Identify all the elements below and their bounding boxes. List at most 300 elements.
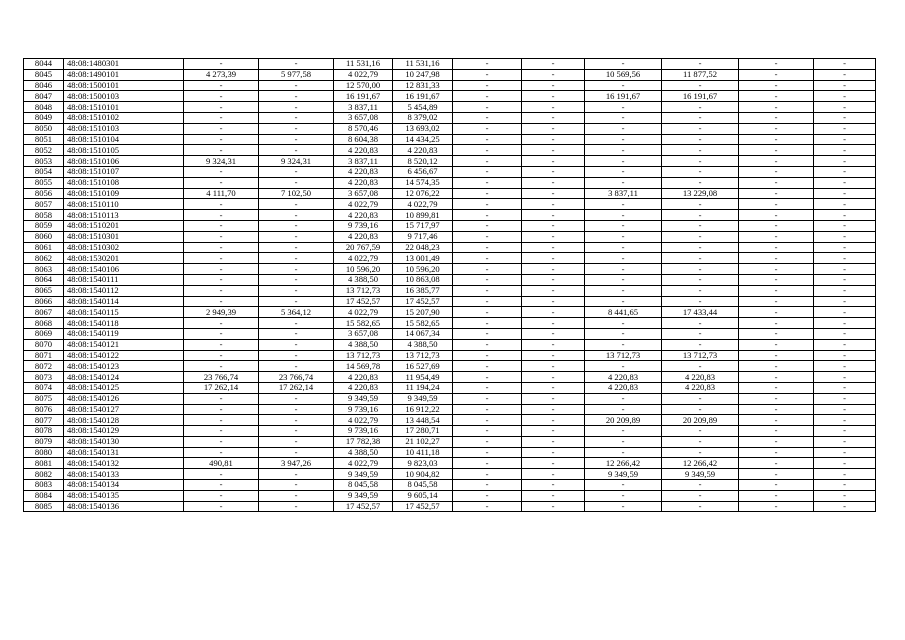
value-col-4-cell: 17 262,14 <box>259 382 334 393</box>
value-col-5-cell: 4 022,79 <box>334 415 393 426</box>
value-col-10-cell: - <box>662 80 739 91</box>
cadastral-number-cell: 48:08:1540123 <box>64 361 184 372</box>
value-col-8-cell: - <box>522 404 585 415</box>
value-col-4-cell: - <box>259 480 334 491</box>
value-col-6-cell: 11 194,24 <box>393 382 453 393</box>
cadastral-number-cell: 48:08:1510102 <box>64 112 184 123</box>
value-col-3-cell: - <box>184 112 259 123</box>
value-col-3-cell: - <box>184 264 259 275</box>
value-col-6-cell: 17 452,57 <box>393 501 453 512</box>
table-row <box>24 134 876 145</box>
value-col-5-cell: 4 022,79 <box>334 307 393 318</box>
value-col-8-cell: - <box>522 318 585 329</box>
value-col-4-cell: - <box>259 166 334 177</box>
value-col-4-cell: - <box>259 123 334 134</box>
value-col-9-cell: - <box>585 480 662 491</box>
row-number-cell: 8074 <box>24 382 64 393</box>
value-col-6-cell: 15 582,65 <box>393 318 453 329</box>
value-col-5-cell: 4 022,79 <box>334 253 393 264</box>
value-col-5-cell: 14 569,78 <box>334 361 393 372</box>
value-col-10-cell: 20 209,89 <box>662 415 739 426</box>
value-col-12-cell: - <box>814 242 876 253</box>
table-row <box>24 123 876 134</box>
value-col-11-cell: - <box>739 372 814 383</box>
value-col-12-cell: - <box>814 59 876 70</box>
value-col-11-cell: - <box>739 123 814 134</box>
value-col-3-cell: - <box>184 393 259 404</box>
cadastral-number-cell: 48:08:1510106 <box>64 156 184 167</box>
value-col-5-cell: 8 045,58 <box>334 480 393 491</box>
value-col-4-cell: - <box>259 264 334 275</box>
cadastral-number-cell: 48:08:1510105 <box>64 145 184 156</box>
value-col-10-cell: - <box>662 123 739 134</box>
value-col-9-cell: - <box>585 59 662 70</box>
row-number-cell: 8063 <box>24 264 64 275</box>
value-col-5-cell: 9 349,59 <box>334 469 393 480</box>
value-col-4-cell: - <box>259 199 334 210</box>
value-col-7-cell: - <box>453 69 522 80</box>
table-row <box>24 231 876 242</box>
table-row <box>24 264 876 275</box>
value-col-12-cell: - <box>814 426 876 437</box>
value-col-11-cell: - <box>739 166 814 177</box>
cadastral-number-cell: 48:08:1480301 <box>64 59 184 70</box>
value-col-12-cell: - <box>814 253 876 264</box>
value-col-8-cell: - <box>522 220 585 231</box>
cadastral-number-cell: 48:08:1510104 <box>64 134 184 145</box>
value-col-5-cell: 9 739,16 <box>334 404 393 415</box>
value-col-9-cell: 4 220,83 <box>585 382 662 393</box>
value-col-7-cell: - <box>453 296 522 307</box>
value-col-6-cell: 12 076,22 <box>393 188 453 199</box>
value-col-12-cell: - <box>814 372 876 383</box>
row-number-cell: 8067 <box>24 307 64 318</box>
table-row <box>24 415 876 426</box>
row-number-cell: 8082 <box>24 469 64 480</box>
value-col-10-cell: - <box>662 285 739 296</box>
value-col-3-cell: - <box>184 426 259 437</box>
value-col-11-cell: - <box>739 447 814 458</box>
value-col-6-cell: 11 954,49 <box>393 372 453 383</box>
row-number-cell: 8085 <box>24 501 64 512</box>
table-row <box>24 458 876 469</box>
value-col-3-cell: - <box>184 253 259 264</box>
value-col-11-cell: - <box>739 231 814 242</box>
value-col-7-cell: - <box>453 220 522 231</box>
value-col-9-cell: 3 837,11 <box>585 188 662 199</box>
value-col-6-cell: 10 411,18 <box>393 447 453 458</box>
table-row <box>24 102 876 113</box>
value-col-8-cell: - <box>522 480 585 491</box>
value-col-8-cell: - <box>522 469 585 480</box>
row-number-cell: 8069 <box>24 328 64 339</box>
value-col-9-cell: - <box>585 123 662 134</box>
value-col-3-cell: 490,81 <box>184 458 259 469</box>
value-col-4-cell: - <box>259 436 334 447</box>
cadastral-number-cell: 48:08:1540124 <box>64 372 184 383</box>
value-col-4-cell: - <box>259 177 334 188</box>
value-col-4-cell: - <box>259 501 334 512</box>
value-col-11-cell: - <box>739 242 814 253</box>
cadastral-number-cell: 48:08:1510113 <box>64 210 184 221</box>
value-col-5-cell: 4 022,79 <box>334 69 393 80</box>
value-col-7-cell: - <box>453 350 522 361</box>
value-col-3-cell: - <box>184 274 259 285</box>
value-col-10-cell: 12 266,42 <box>662 458 739 469</box>
value-col-10-cell: - <box>662 264 739 275</box>
row-number-cell: 8048 <box>24 102 64 113</box>
value-col-9-cell: - <box>585 274 662 285</box>
value-col-8-cell: - <box>522 307 585 318</box>
value-col-8-cell: - <box>522 393 585 404</box>
value-col-3-cell: - <box>184 469 259 480</box>
value-col-12-cell: - <box>814 210 876 221</box>
table-row <box>24 274 876 285</box>
value-col-7-cell: - <box>453 123 522 134</box>
value-col-6-cell: 4 388,50 <box>393 339 453 350</box>
value-col-8-cell: - <box>522 447 585 458</box>
value-col-10-cell: - <box>662 426 739 437</box>
value-col-9-cell: - <box>585 145 662 156</box>
value-col-7-cell: - <box>453 210 522 221</box>
value-col-10-cell: - <box>662 134 739 145</box>
value-col-6-cell: 10 596,20 <box>393 264 453 275</box>
value-col-5-cell: 3 657,08 <box>334 328 393 339</box>
value-col-8-cell: - <box>522 242 585 253</box>
value-col-9-cell: 10 569,56 <box>585 69 662 80</box>
value-col-6-cell: 21 102,27 <box>393 436 453 447</box>
value-col-7-cell: - <box>453 156 522 167</box>
value-col-3-cell: 4 111,70 <box>184 188 259 199</box>
cadastral-number-cell: 48:08:1540115 <box>64 307 184 318</box>
value-col-12-cell: - <box>814 318 876 329</box>
value-col-7-cell: - <box>453 166 522 177</box>
value-col-11-cell: - <box>739 59 814 70</box>
value-col-12-cell: - <box>814 307 876 318</box>
value-col-12-cell: - <box>814 469 876 480</box>
value-col-7-cell: - <box>453 274 522 285</box>
value-col-11-cell: - <box>739 361 814 372</box>
value-col-6-cell: 9 717,46 <box>393 231 453 242</box>
value-col-8-cell: - <box>522 361 585 372</box>
value-col-8-cell: - <box>522 145 585 156</box>
row-number-cell: 8079 <box>24 436 64 447</box>
table-row <box>24 285 876 296</box>
value-col-3-cell: - <box>184 199 259 210</box>
value-col-11-cell: - <box>739 382 814 393</box>
value-col-4-cell: - <box>259 350 334 361</box>
cadastral-number-cell: 48:08:1540119 <box>64 328 184 339</box>
value-col-10-cell: - <box>662 102 739 113</box>
value-col-3-cell: - <box>184 123 259 134</box>
value-col-6-cell: 14 574,35 <box>393 177 453 188</box>
value-col-4-cell: - <box>259 274 334 285</box>
cadastral-number-cell: 48:08:1510101 <box>64 102 184 113</box>
value-col-11-cell: - <box>739 458 814 469</box>
value-col-9-cell: 8 441,65 <box>585 307 662 318</box>
value-col-4-cell: - <box>259 318 334 329</box>
value-col-10-cell: 9 349,59 <box>662 469 739 480</box>
table-row <box>24 393 876 404</box>
table-row <box>24 242 876 253</box>
table-row <box>24 112 876 123</box>
value-col-6-cell: 8 379,02 <box>393 112 453 123</box>
value-col-7-cell: - <box>453 134 522 145</box>
value-col-11-cell: - <box>739 436 814 447</box>
row-number-cell: 8077 <box>24 415 64 426</box>
value-col-10-cell: - <box>662 339 739 350</box>
value-col-8-cell: - <box>522 501 585 512</box>
value-col-12-cell: - <box>814 490 876 501</box>
value-col-7-cell: - <box>453 177 522 188</box>
value-col-10-cell: - <box>662 177 739 188</box>
row-number-cell: 8072 <box>24 361 64 372</box>
value-col-11-cell: - <box>739 393 814 404</box>
value-col-7-cell: - <box>453 91 522 102</box>
value-col-3-cell: - <box>184 490 259 501</box>
value-col-8-cell: - <box>522 199 585 210</box>
value-col-8-cell: - <box>522 80 585 91</box>
cadastral-number-cell: 48:08:1540122 <box>64 350 184 361</box>
value-col-9-cell: - <box>585 447 662 458</box>
value-col-11-cell: - <box>739 188 814 199</box>
value-col-4-cell: - <box>259 285 334 296</box>
value-col-6-cell: 10 904,82 <box>393 469 453 480</box>
value-col-9-cell: - <box>585 102 662 113</box>
table-row <box>24 145 876 156</box>
row-number-cell: 8053 <box>24 156 64 167</box>
row-number-cell: 8049 <box>24 112 64 123</box>
value-col-6-cell: 13 001,49 <box>393 253 453 264</box>
value-col-7-cell: - <box>453 361 522 372</box>
value-col-8-cell: - <box>522 59 585 70</box>
value-col-10-cell: - <box>662 220 739 231</box>
value-col-8-cell: - <box>522 112 585 123</box>
value-col-3-cell: - <box>184 350 259 361</box>
cadastral-number-cell: 48:08:1540106 <box>64 264 184 275</box>
value-col-10-cell: - <box>662 166 739 177</box>
value-col-12-cell: - <box>814 447 876 458</box>
value-col-12-cell: - <box>814 436 876 447</box>
cadastral-number-cell: 48:08:1500101 <box>64 80 184 91</box>
row-number-cell: 8058 <box>24 210 64 221</box>
value-col-10-cell: 4 220,83 <box>662 382 739 393</box>
value-col-5-cell: 17 782,38 <box>334 436 393 447</box>
value-col-4-cell: - <box>259 404 334 415</box>
value-col-12-cell: - <box>814 134 876 145</box>
table-row <box>24 350 876 361</box>
value-col-10-cell: - <box>662 210 739 221</box>
value-col-8-cell: - <box>522 69 585 80</box>
value-col-5-cell: 3 837,11 <box>334 102 393 113</box>
cadastral-number-cell: 48:08:1510301 <box>64 231 184 242</box>
row-number-cell: 8054 <box>24 166 64 177</box>
value-col-3-cell: - <box>184 285 259 296</box>
value-col-6-cell: 9 349,59 <box>393 393 453 404</box>
value-col-12-cell: - <box>814 91 876 102</box>
value-col-9-cell: - <box>585 436 662 447</box>
cadastral-number-cell: 48:08:1490101 <box>64 69 184 80</box>
value-col-5-cell: 4 022,79 <box>334 199 393 210</box>
value-col-3-cell: - <box>184 318 259 329</box>
row-number-cell: 8065 <box>24 285 64 296</box>
value-col-12-cell: - <box>814 112 876 123</box>
value-col-7-cell: - <box>453 393 522 404</box>
table-row <box>24 177 876 188</box>
value-col-12-cell: - <box>814 480 876 491</box>
value-col-4-cell: - <box>259 426 334 437</box>
value-col-10-cell: - <box>662 112 739 123</box>
row-number-cell: 8047 <box>24 91 64 102</box>
cadastral-number-cell: 48:08:1510110 <box>64 199 184 210</box>
value-col-4-cell: - <box>259 112 334 123</box>
value-col-5-cell: 20 767,59 <box>334 242 393 253</box>
cadastral-number-cell: 48:08:1540131 <box>64 447 184 458</box>
row-number-cell: 8046 <box>24 80 64 91</box>
value-col-5-cell: 17 452,57 <box>334 501 393 512</box>
value-col-5-cell: 3 657,08 <box>334 112 393 123</box>
value-col-5-cell: 11 531,16 <box>334 59 393 70</box>
value-col-5-cell: 4 220,83 <box>334 372 393 383</box>
value-col-3-cell: 2 949,39 <box>184 307 259 318</box>
value-col-9-cell: 9 349,59 <box>585 469 662 480</box>
table-row <box>24 404 876 415</box>
value-col-5-cell: 4 220,83 <box>334 177 393 188</box>
value-col-12-cell: - <box>814 285 876 296</box>
value-col-12-cell: - <box>814 382 876 393</box>
row-number-cell: 8044 <box>24 59 64 70</box>
value-col-7-cell: - <box>453 480 522 491</box>
row-number-cell: 8051 <box>24 134 64 145</box>
value-col-8-cell: - <box>522 415 585 426</box>
table-row <box>24 501 876 512</box>
value-col-8-cell: - <box>522 285 585 296</box>
value-col-6-cell: 10 247,98 <box>393 69 453 80</box>
row-number-cell: 8066 <box>24 296 64 307</box>
value-col-8-cell: - <box>522 264 585 275</box>
value-col-11-cell: - <box>739 480 814 491</box>
value-col-7-cell: - <box>453 307 522 318</box>
cadastral-value-table <box>23 58 876 512</box>
value-col-12-cell: - <box>814 274 876 285</box>
value-col-8-cell: - <box>522 156 585 167</box>
value-col-11-cell: - <box>739 490 814 501</box>
value-col-7-cell: - <box>453 242 522 253</box>
value-col-4-cell: - <box>259 253 334 264</box>
row-number-cell: 8050 <box>24 123 64 134</box>
cadastral-number-cell: 48:08:1540118 <box>64 318 184 329</box>
value-col-12-cell: - <box>814 145 876 156</box>
row-number-cell: 8073 <box>24 372 64 383</box>
value-col-7-cell: - <box>453 490 522 501</box>
value-col-10-cell: - <box>662 328 739 339</box>
value-col-7-cell: - <box>453 328 522 339</box>
value-col-9-cell: - <box>585 393 662 404</box>
value-col-10-cell: - <box>662 296 739 307</box>
value-col-10-cell: 17 433,44 <box>662 307 739 318</box>
value-col-11-cell: - <box>739 210 814 221</box>
cadastral-number-cell: 48:08:1510302 <box>64 242 184 253</box>
value-col-10-cell: 11 877,52 <box>662 69 739 80</box>
value-col-3-cell: 4 273,39 <box>184 69 259 80</box>
table-row <box>24 220 876 231</box>
value-col-3-cell: - <box>184 242 259 253</box>
value-col-6-cell: 9 823,03 <box>393 458 453 469</box>
value-col-11-cell: - <box>739 102 814 113</box>
table-row <box>24 426 876 437</box>
value-col-5-cell: 8 570,46 <box>334 123 393 134</box>
value-col-7-cell: - <box>453 469 522 480</box>
value-col-10-cell: 13 712,73 <box>662 350 739 361</box>
value-col-10-cell: - <box>662 490 739 501</box>
table-row <box>24 156 876 167</box>
value-col-5-cell: 4 388,50 <box>334 447 393 458</box>
value-col-10-cell: - <box>662 361 739 372</box>
value-col-9-cell: - <box>585 112 662 123</box>
value-col-4-cell: - <box>259 210 334 221</box>
value-col-10-cell: - <box>662 145 739 156</box>
value-col-11-cell: - <box>739 307 814 318</box>
value-col-8-cell: - <box>522 372 585 383</box>
value-col-9-cell: 16 191,67 <box>585 91 662 102</box>
value-col-6-cell: 13 448,54 <box>393 415 453 426</box>
value-col-3-cell: - <box>184 145 259 156</box>
value-col-3-cell: - <box>184 102 259 113</box>
row-number-cell: 8062 <box>24 253 64 264</box>
value-col-12-cell: - <box>814 220 876 231</box>
value-col-9-cell: - <box>585 296 662 307</box>
value-col-8-cell: - <box>522 426 585 437</box>
value-col-6-cell: 16 191,67 <box>393 91 453 102</box>
value-col-11-cell: - <box>739 177 814 188</box>
value-col-5-cell: 13 712,73 <box>334 350 393 361</box>
value-col-3-cell: 17 262,14 <box>184 382 259 393</box>
value-col-9-cell: - <box>585 253 662 264</box>
cadastral-number-cell: 48:08:1540128 <box>64 415 184 426</box>
value-col-5-cell: 16 191,67 <box>334 91 393 102</box>
value-col-9-cell: 13 712,73 <box>585 350 662 361</box>
value-col-12-cell: - <box>814 199 876 210</box>
value-col-9-cell: - <box>585 426 662 437</box>
value-col-12-cell: - <box>814 123 876 134</box>
value-col-4-cell: - <box>259 91 334 102</box>
value-col-8-cell: - <box>522 382 585 393</box>
value-col-10-cell: - <box>662 199 739 210</box>
value-col-3-cell: - <box>184 210 259 221</box>
value-col-8-cell: - <box>522 350 585 361</box>
value-col-9-cell: - <box>585 318 662 329</box>
value-col-7-cell: - <box>453 285 522 296</box>
value-col-3-cell: - <box>184 220 259 231</box>
value-col-6-cell: 17 452,57 <box>393 296 453 307</box>
value-col-4-cell: - <box>259 59 334 70</box>
value-col-4-cell: - <box>259 447 334 458</box>
value-col-5-cell: 3 837,11 <box>334 156 393 167</box>
value-col-9-cell: - <box>585 177 662 188</box>
value-col-6-cell: 4 022,79 <box>393 199 453 210</box>
row-number-cell: 8064 <box>24 274 64 285</box>
value-col-7-cell: - <box>453 404 522 415</box>
value-col-4-cell: - <box>259 134 334 145</box>
value-col-11-cell: - <box>739 253 814 264</box>
value-col-11-cell: - <box>739 199 814 210</box>
value-col-12-cell: - <box>814 458 876 469</box>
value-col-9-cell: 12 266,42 <box>585 458 662 469</box>
value-col-7-cell: - <box>453 447 522 458</box>
value-col-12-cell: - <box>814 231 876 242</box>
value-col-4-cell: - <box>259 469 334 480</box>
cadastral-number-cell: 48:08:1540136 <box>64 501 184 512</box>
